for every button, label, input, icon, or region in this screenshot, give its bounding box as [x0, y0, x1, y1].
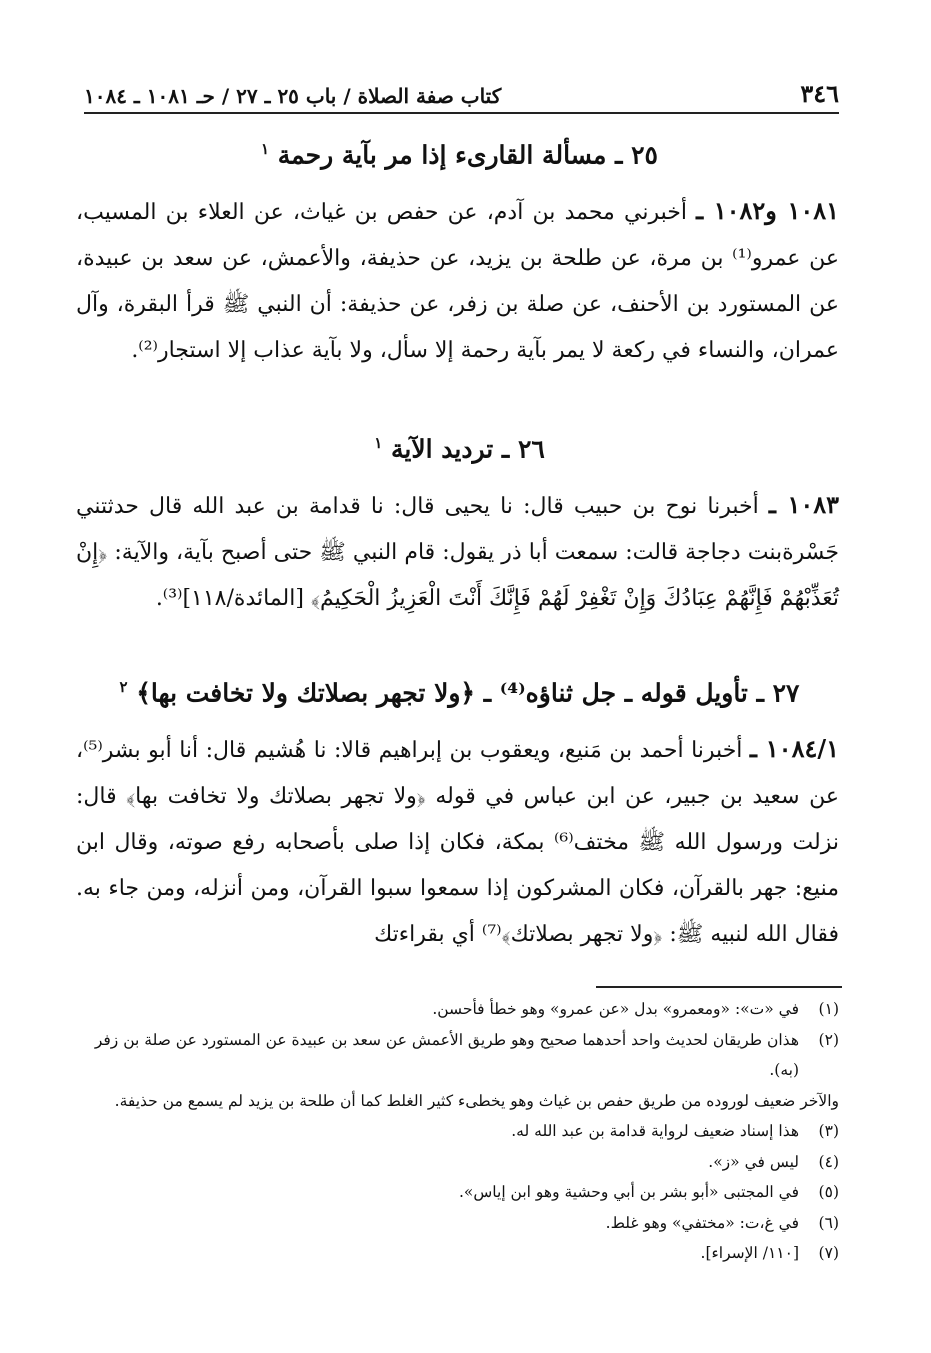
footnote-text: [١١٠/ الإسراء]. [700, 1244, 799, 1262]
footnote-mark: (٢) [818, 1030, 839, 1049]
footnote-2 [78, 1025, 839, 1086]
footnote-mark: (١) [818, 1000, 839, 1018]
hadith-number: ١٠٨٤/١ ـ [749, 734, 839, 763]
page-number: ٣٤٦ [800, 79, 839, 108]
footnote-text: في المجتبى «أبو بشر بن أبي وحشية وهو ابن إياس». [458, 1183, 799, 1201]
footnote-4 [78, 1147, 839, 1178]
footnote-2-continued [78, 1086, 839, 1117]
footnote-mark: (٤) [818, 1152, 839, 1171]
heading-note: ١ [374, 434, 383, 452]
section-heading-27 [80, 678, 839, 708]
heading-note: ٢ [119, 678, 128, 696]
footnotes [78, 994, 839, 1269]
hadith-paragraph-1081 [76, 188, 839, 374]
footnote-text: في غ،ت: «مختفي» وهو غلط. [605, 1213, 799, 1232]
footnote-5 [78, 1177, 839, 1208]
hadith-paragraph-1084 [76, 726, 839, 958]
hadith-text: أخبرنا أحمد بن مَنيع، ويعقوب بن إبراهيم قالا: نا هُشيم قال: أنا أبو بشر⁽⁵⁾، عن سعيد بن جبير، عن ابن عباس في قوله ﴿ولا تجهر بصلاتك ولا تخافت بها﴾ قال: نزلت ورسول الله ﷺ مختف⁽⁶⁾ بمكة، فكان إذا صلى بأصحابه رفع صوته، وقال ابن منيع: جهر بالقرآن، فكان المشركون إذا سمعوا سبوا القرآن، ومن أنزله، ومن جاء به. فقال الله لنبيه ﷺ: ﴿ولا تجهر بصلاتك﴾⁽⁷⁾ أي بقراءتك [76, 738, 839, 947]
footnote-mark: (٧) [818, 1244, 839, 1262]
hadith-number: ١٠٨٣ ـ [768, 490, 839, 519]
footnote-mark: (٥) [818, 1183, 839, 1201]
footnote-text: في «ت»: «ومعمرو» بدل «عن عمرو» وهو خطأ فأحسن. [432, 1000, 799, 1018]
footnote-divider [596, 986, 842, 988]
heading-text: ٢٧ ـ تأويل قوله ـ جل ثناؤه⁽⁴⁾ ـ ﴿ولا تجهر بصلاتك ولا تخافت بها﴾ [136, 678, 800, 708]
heading-text: ٢٦ ـ ترديد الآية [390, 434, 545, 464]
footnote-1 [78, 994, 839, 1025]
running-title: كتاب صفة الصلاة / باب ٢٥ ـ ٢٧ / حـ ١٠٨١ ـ ١٠٨٤ [84, 84, 502, 108]
footnote-text: هذا إسناد ضعيف لرواية قدامة بن عبد الله له. [511, 1122, 799, 1140]
footnote-6 [78, 1208, 839, 1239]
hadith-paragraph-1083 [76, 482, 839, 622]
hadith-text: أخبرنا نوح بن حبيب قال: نا يحيى قال: نا قدامة بن عبد الله قال حدثتني جَسْرةبنت دجاجة قالت: سمعت أبا ذر يقول: قام النبي ﷺ حتى أصبح بآية، والآية: ﴿إِنْ تُعَذِّبْهُمْ فَإِنَّهُمْ عِبَادُكَ وَإِنْ تَغْفِرْ لَهُمْ فَإِنَّكَ أَنْتَ الْعَزِيزُ الْحَكِيمُ﴾ [المائدة/١١٨]⁽³⁾. [76, 494, 839, 611]
section-heading-25 [80, 140, 839, 170]
footnote-mark: (٣) [818, 1122, 839, 1140]
heading-note: ١ [261, 140, 270, 158]
running-header [84, 76, 839, 114]
footnote-3 [78, 1116, 839, 1147]
footnote-text: ليس في «ز». [708, 1152, 799, 1171]
heading-text: ٢٥ ـ مسألة القارىء إذا مر بآية رحمة [277, 140, 658, 170]
footnote-7 [78, 1238, 839, 1269]
section-heading-26 [80, 434, 839, 464]
footnote-text: هذان طريقان لحديث واحد أحدهما صحيح وهو طريق الأعمش عن سعد بن عبيدة عن المستورد عن صلة بن زفر (به). [94, 1030, 799, 1079]
footnote-mark: (٦) [818, 1213, 839, 1232]
hadith-text: أخبرني محمد بن آدم، عن حفص بن غياث، عن العلاء بن المسيب، عن عمرو⁽¹⁾ بن مرة، عن طلحة بن يزيد، عن حذيفة، والأعمش، عن سعد بن عبيدة، عن المستورد بن الأحنف، عن صلة بن زفر، عن حذيفة: أن النبي ﷺ قرأ البقرة، وآل عمران، والنساء في ركعة لا يمر بآية رحمة إلا سأل، ولا بآية عذاب إلا استجار⁽²⁾. [76, 200, 839, 363]
hadith-number: ١٠٨١ و١٠٨٢ ـ [696, 196, 839, 225]
footnote-text: والآخر ضعيف لوروده من طريق حفص بن غياث وهو يخطىء كثير الغلط كما أن طلحة بن يزيد لم يسمع من حذيفة. [114, 1091, 839, 1110]
